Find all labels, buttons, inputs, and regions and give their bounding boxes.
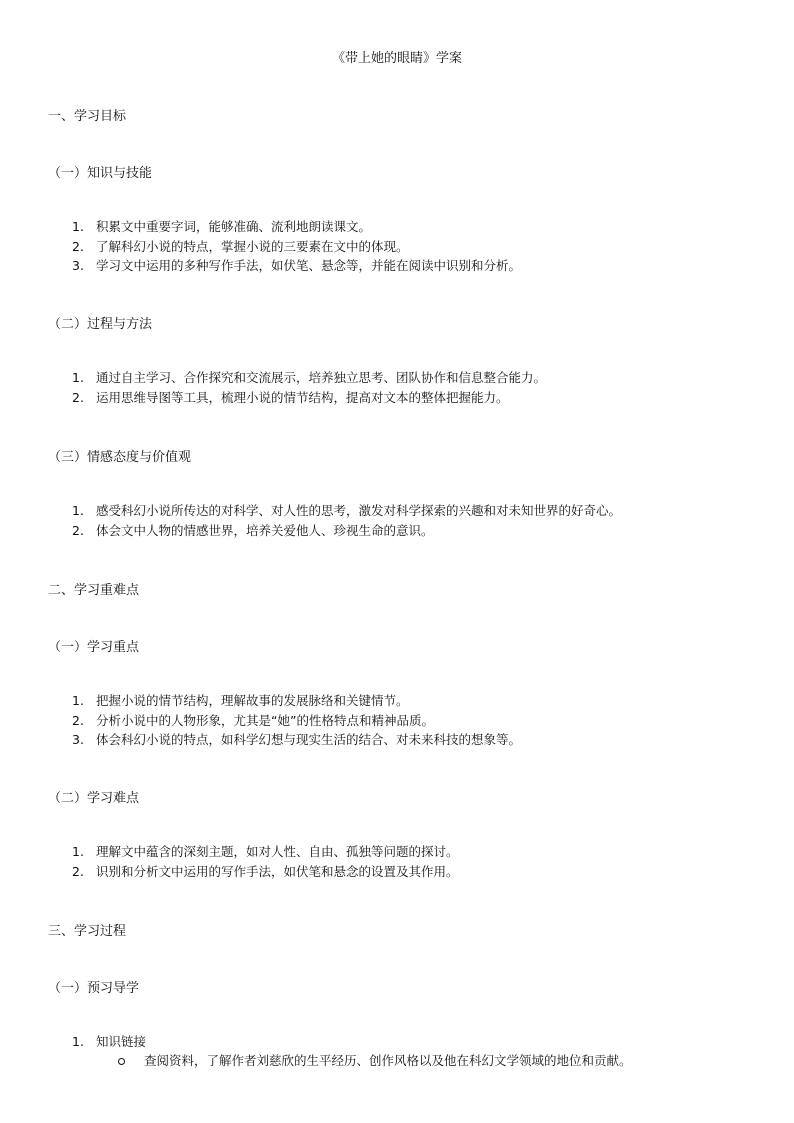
item-number: 1. bbox=[72, 844, 84, 859]
sub-item-text: 查阅资料，了解作者刘慈欣的生平经历、创作风格以及他在科幻文学领域的地位和贡献。 bbox=[144, 1053, 632, 1068]
list-item bbox=[0, 368, 760, 388]
item-text: 通过自主学习、合作探究和交流展示，培养独立思考、团队协作和信息整合能力。 bbox=[96, 370, 547, 385]
subsection-heading-process-methods: （二）过程与方法 bbox=[48, 317, 153, 332]
item-text: 把握小说的情节结构，理解故事的发展脉络和关键情节。 bbox=[96, 693, 409, 708]
list-item bbox=[0, 691, 760, 711]
process-methods-list bbox=[0, 368, 760, 407]
item-text: 运用思维导图等工具，梳理小说的情节结构，提高对文本的整体把握能力。 bbox=[96, 389, 509, 405]
item-number: 3. bbox=[72, 258, 84, 273]
item-text: 积累文中重要字词，能够准确、流利地朗读课文。 bbox=[96, 219, 372, 234]
item-text: 知识链接 bbox=[96, 1034, 147, 1049]
section-heading-learning-process: 三、学习过程 bbox=[48, 924, 127, 939]
difficult-points-list bbox=[0, 842, 760, 881]
hollow-bullet-icon bbox=[118, 1058, 125, 1065]
item-text: 识别和分析文中运用的写作手法，如伏笔和悬念的设置及其作用。 bbox=[96, 863, 459, 879]
item-text: 体会文中人物的情感世界，培养关爱他人、珍视生命的意识。 bbox=[96, 522, 434, 538]
list-item bbox=[0, 237, 760, 257]
item-number: 2. bbox=[72, 863, 84, 879]
item-number: 2. bbox=[72, 389, 84, 405]
list-item bbox=[0, 501, 760, 521]
item-number: 1. bbox=[72, 693, 84, 708]
subsection-heading-key-points: （一）学习重点 bbox=[48, 640, 140, 655]
document-title: 《带上她的眼睛》学案 bbox=[331, 51, 462, 66]
subsection-heading-knowledge-skills: （一）知识与技能 bbox=[48, 166, 153, 181]
list-item bbox=[0, 217, 760, 237]
list-item bbox=[0, 521, 760, 541]
list-item bbox=[0, 730, 760, 750]
item-number: 2. bbox=[72, 712, 84, 728]
list-item bbox=[0, 842, 760, 862]
item-text: 学习文中运用的多种写作手法，如伏笔、悬念等，并能在阅读中识别和分析。 bbox=[96, 258, 522, 273]
subsection-heading-preview-guide: （一）预习导学 bbox=[48, 981, 140, 996]
section-heading-key-difficult-points: 二、学习重难点 bbox=[48, 583, 140, 598]
list-item bbox=[0, 711, 760, 731]
list-item bbox=[0, 862, 760, 882]
key-points-list bbox=[0, 691, 760, 750]
list-item bbox=[0, 388, 760, 408]
subsection-heading-emotions-values: （三）情感态度与价值观 bbox=[48, 450, 192, 465]
item-text: 分析小说中的人物形象，尤其是“她”的性格特点和精神品质。 bbox=[96, 712, 434, 728]
item-number: 2. bbox=[72, 522, 84, 538]
item-number: 1. bbox=[72, 370, 84, 385]
item-text: 了解科幻小说的特点，掌握小说的三要素在文中的体现。 bbox=[96, 238, 409, 254]
item-number: 1. bbox=[72, 219, 84, 234]
list-item bbox=[0, 1032, 760, 1052]
subsection-heading-difficult-points: （二）学习难点 bbox=[48, 791, 140, 806]
list-item bbox=[0, 256, 760, 276]
item-text: 理解文中蕴含的深刻主题，如对人性、自由、孤独等问题的探讨。 bbox=[96, 844, 459, 859]
emotions-values-list bbox=[0, 501, 760, 540]
item-number: 2. bbox=[72, 238, 84, 254]
item-number: 1. bbox=[72, 1034, 84, 1049]
knowledge-skills-list bbox=[0, 217, 760, 276]
item-text: 感受科幻小说所传达的对科学、对人性的思考，激发对科学探索的兴趣和对未知世界的好奇心。 bbox=[96, 503, 622, 518]
item-text: 体会科幻小说的特点，如科学幻想与现实生活的结合、对未来科技的想象等。 bbox=[96, 732, 522, 747]
item-number: 1. bbox=[72, 503, 84, 518]
item-number: 3. bbox=[72, 732, 84, 747]
section-heading-learning-objectives: 一、学习目标 bbox=[48, 109, 127, 124]
preview-guide-list bbox=[0, 1032, 760, 1052]
